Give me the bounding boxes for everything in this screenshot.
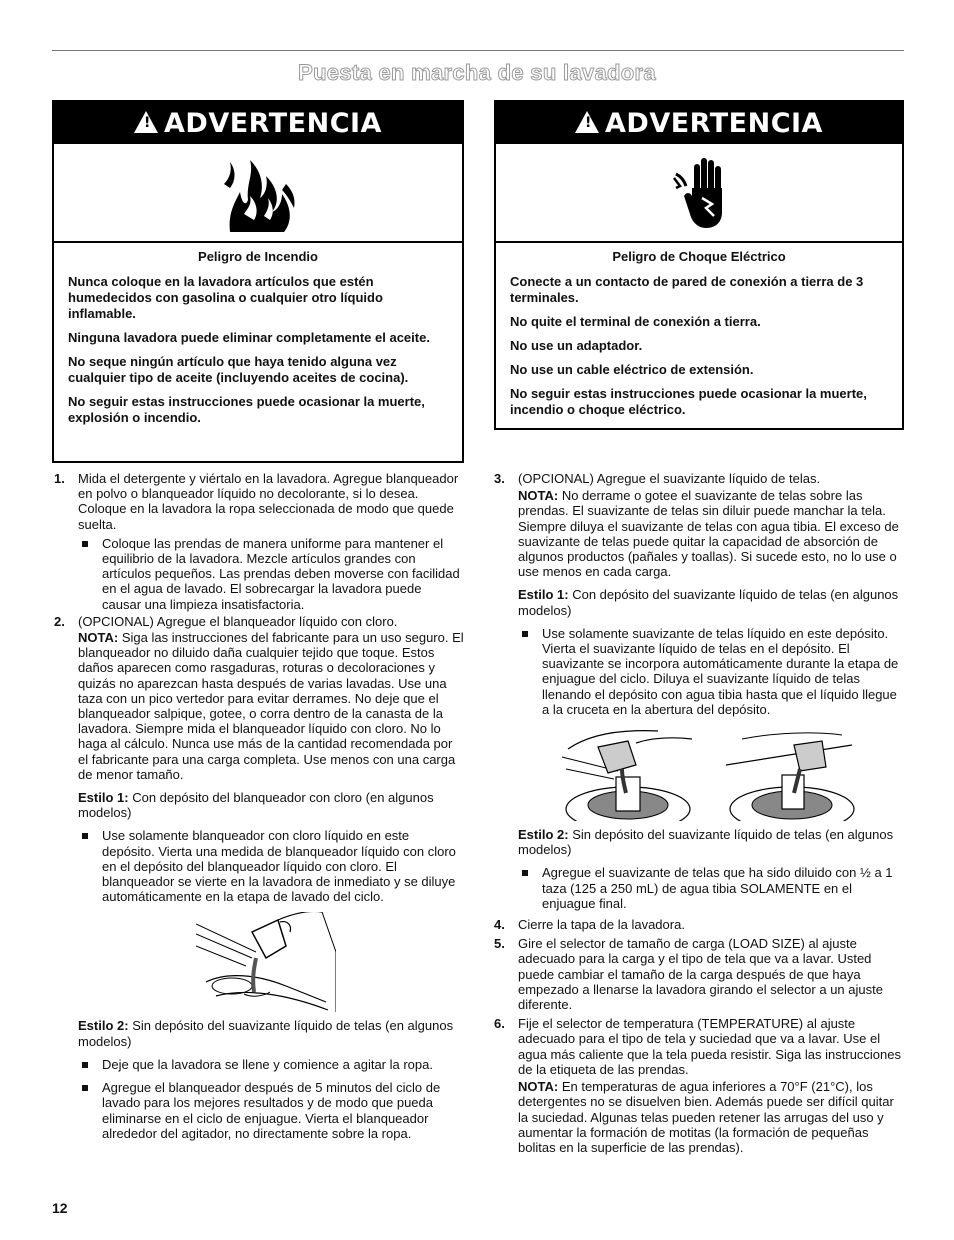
step-number: 4. (494, 917, 505, 933)
bullet-text: Coloque las prendas de manera uniforme para mantener el equilibrio de la lavadora. Mezcle artículos grandes con artículos pequeños. Las prendas deben moverse con facilidad en el agua de lavado. El sobrecargar la lavadora puede causar una limpieza insatisfactoria. (102, 535, 460, 612)
note-label: NOTA: (518, 1079, 559, 1095)
bullet-square-icon (82, 541, 88, 547)
step-text: Cierre la tapa de la lavadora. (518, 917, 685, 933)
warning-box-electric (494, 100, 904, 430)
bullet-text: Agregue el blanqueador después de 5 minutos del ciclo de lavado para los mejores resultados y de modo que pueda eliminarse en el ciclo de enjuague. Vierta el blanqueador alrededor del agitador, no directamente sobre la ropa. (102, 1080, 441, 1141)
fire-icon (220, 154, 300, 234)
warning-line: No use un cable eléctrico de extensión. (510, 362, 754, 377)
style-text: Con depósito del suavizante líquido de telas (en algunos modelos) (518, 587, 899, 618)
bullet-text: Deje que la lavadora se llene y comience a agitar la ropa. (102, 1056, 433, 1072)
warning-triangle-icon: ! (575, 111, 599, 133)
step-4 (494, 917, 904, 932)
warning-subtitle: Peligro de Choque Eléctrico (612, 249, 786, 264)
warning-box-fire (52, 100, 464, 463)
bullet-square-icon (522, 631, 528, 637)
softener-agitator-illustration (722, 729, 862, 821)
right-column (494, 471, 904, 1157)
softener-illustrations (558, 729, 904, 821)
bullet-item (518, 865, 904, 911)
bullet-text: Use solamente suavizante de telas líquido en este depósito. Vierta el suavizante líquido de telas en el depósito. El suavizante se incorpora automáticamente durante la etapa de enjuague del ciclo. Diluya el suavizante líquido de telas llenando el depósito con agua tibia hasta que el líquido llegue a la cruceta en la abertura del depósito. (542, 625, 899, 717)
warning-text (496, 243, 902, 418)
step-text: Gire el selector de tamaño de carga (LOAD SIZE) al ajuste adecuado para la carga y el tipo de tela que va a lavar. Usted puede cambiar el tamaño de la carga después de que haya empezado a llenarse la lavadora girando el selector a un ajuste diferente. (518, 936, 883, 1013)
warning-line: No seque ningún artículo que haya tenido alguna vez cualquier tipo de aceite (incluyendo aceites de cocina). (68, 354, 409, 385)
warning-text (54, 243, 462, 426)
note-text: No derrame o gotee el suavizante de telas sobre las prendas. El suavizante de telas sin diluir puede manchar la tela. Siempre diluya el suavizante de telas con agua tibia. El exceso de suavizante de telas puede quitar la capacidad de absorción de algunos productos (pañales y toallas). Si sucede esto, no lo use o use menos en cada carga. (518, 488, 899, 580)
note-label: NOTA: (518, 488, 559, 504)
left-column (54, 471, 464, 1143)
warning-banner-text: ADVERTENCIA (605, 107, 823, 139)
note-text: Siga las instrucciones del fabricante para un uso seguro. El blanqueador no diluido daña cualquier tejido que toque. Estos daños aparecen como rasgaduras, roturas o decoloraciones y quizás no aparezcan hasta después de varias lavadas. Use una taza con un pico vertedor para evitar derrames. No deje que el blanqueador salpique, gotee, o corra dentro de la canasta de la lavadora. Siempre mida el blanqueador líquido con cloro. No lo haga al cálculo. Nunca use más de la cantidad recomendada por el fabricante para una carga completa. Use menos con una carga de menor tamaño. (78, 630, 464, 782)
style-label: Estilo 1: (78, 790, 129, 806)
step-number: 5. (494, 936, 505, 952)
top-rule (52, 50, 904, 51)
warning-line: Nunca coloque en la lavadora artículos que estén humedecidos con gasolina o cualquier otro líquido inflamable. (68, 274, 383, 321)
warning-subtitle: Peligro de Incendio (198, 249, 318, 264)
step-1 (54, 471, 464, 612)
style-label: Estilo 1: (518, 587, 569, 603)
style-1 (518, 587, 904, 617)
bleach-pouring-illustration (196, 912, 336, 1012)
bullet-text: Agregue el suavizante de telas que ha sido diluido con ½ a 1 taza (125 a 250 mL) de agua tibia SOLAMENTE en el enjuague final. (542, 865, 893, 911)
note-text: En temperaturas de agua inferiores a 70°F (21°C), los detergentes no se disuelven bien. Además puede ser difícil quitar la suciedad. Algunas telas pueden retener las arrugas del uso y aumentar la formación de motitas (la formación de pequeñas bolitas en la superficie de las prendas). (518, 1079, 894, 1155)
bullet-item (78, 536, 464, 612)
bullet-square-icon (82, 1062, 88, 1068)
warning-banner (54, 102, 462, 144)
style-label: Estilo 2: (518, 827, 569, 843)
step-number: 2. (54, 613, 65, 629)
bullet-square-icon (82, 833, 88, 839)
warning-banner-text: ADVERTENCIA (164, 107, 382, 139)
page-number: 12 (52, 1200, 68, 1216)
note-label: NOTA: (78, 630, 119, 646)
step-text: Fije el selector de temperatura (TEMPERATURE) al ajuste adecuado para el tipo de tela y suciedad que va a lavar. Use el agua más caliente que la tela pueda resistir. Siga las instrucciones de la etiqueta de las prendas. (518, 1016, 901, 1077)
warning-line: Conecte a un contacto de pared de conexión a tierra de 3 terminales. (510, 274, 864, 305)
warning-line: No seguir estas instrucciones puede ocasionar la muerte, incendio o choque eléctrico. (510, 386, 867, 417)
note (78, 630, 464, 782)
warning-line: No use un adaptador. (510, 338, 643, 353)
style-text: Sin depósito del suavizante líquido de telas (en algunos modelos) (518, 827, 894, 858)
note (518, 1079, 904, 1155)
bullet-text: Use solamente blanqueador con cloro líquido en este depósito. Vierta una medida de blanqueador líquido con cloro en el depósito del blanqueador líquido con cloro. El blanqueador se vierte en la lavadora de inmediato y se diluye automáticamente en la etapa de lavado del ciclo. (102, 828, 456, 905)
step-2 (54, 614, 464, 1141)
note (518, 488, 904, 579)
bullet-square-icon (82, 1085, 88, 1091)
step-text: (OPCIONAL) Agregue el suavizante líquido de telas. (518, 471, 821, 486)
warning-line: Ninguna lavadora puede eliminar completamente el aceite. (68, 330, 430, 345)
bullet-item (78, 1080, 464, 1141)
hazard-icon-area (496, 144, 902, 243)
hazard-icon-area (54, 144, 462, 243)
step-6 (494, 1016, 904, 1155)
softener-dispenser-illustration (558, 729, 698, 821)
style-2 (518, 827, 904, 857)
page-title: Puesta en marcha de su lavadora (298, 60, 656, 85)
warning-banner (496, 102, 902, 144)
warning-triangle-icon: ! (134, 111, 158, 133)
bullet-item (78, 1057, 464, 1072)
step-number: 6. (494, 1016, 505, 1032)
style-text: Con depósito del blanqueador con cloro (en algunos modelos) (78, 790, 434, 821)
step-3 (494, 471, 904, 911)
electric-shock-hand-icon (672, 154, 732, 234)
step-number: 3. (494, 471, 505, 486)
style-1 (78, 790, 464, 820)
step-5 (494, 936, 904, 1012)
style-2 (78, 1018, 464, 1048)
bullet-item (518, 626, 904, 717)
step-text: Mida el detergente y viértalo en la lavadora. Agregue blanqueador en polvo o blanqueador líquido no decolorante, si lo desea. Coloque en la lavadora la ropa seleccionada de modo que quede suelta. (78, 471, 459, 532)
bullet-square-icon (522, 870, 528, 876)
step-text: (OPCIONAL) Agregue el blanqueador líquido con cloro. (78, 613, 398, 629)
warning-line: No seguir estas instrucciones puede ocasionar la muerte, explosión o incendio. (68, 394, 425, 425)
warning-line: No quite el terminal de conexión a tierra. (510, 314, 761, 329)
style-text: Sin depósito del suavizante líquido de telas (en algunos modelos) (78, 1018, 454, 1049)
bullet-item (78, 828, 464, 904)
style-label: Estilo 2: (78, 1018, 129, 1034)
step-number: 1. (54, 471, 65, 486)
